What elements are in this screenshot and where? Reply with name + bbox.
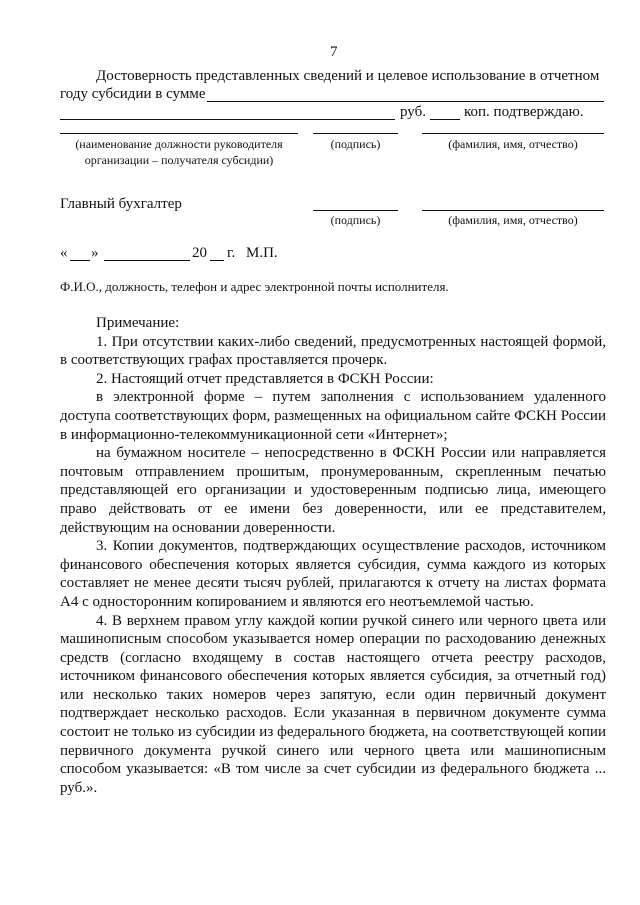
executor-line: Ф.И.О., должность, телефон и адрес электронной почты исполнителя.: [60, 279, 449, 294]
kop-confirm-label: коп. подтверждаю.: [464, 104, 584, 120]
chief-accountant-title: Главный бухгалтер: [60, 196, 182, 212]
stamp-mark: М.П.: [246, 245, 278, 261]
year-field-line[interactable]: [210, 260, 224, 261]
rub-label: руб.: [400, 104, 426, 120]
chief-signature-caption: (подпись): [330, 213, 381, 227]
note-paragraph: в электронной форме – путем заполнения с использованием удаленного доступа соответствующих форм, размещенных на официальном сайте ФСКН России в информационно-телекоммуникационной сети «Интернет»;: [60, 389, 606, 443]
notes-heading: Примечание:: [96, 315, 180, 331]
amount-field-line[interactable]: [207, 101, 604, 102]
notes-section: [60, 314, 606, 797]
name-caption: (фамилия, имя, отчество): [448, 137, 578, 151]
signature-caption: (подпись): [330, 137, 381, 151]
kop-field-line[interactable]: [430, 119, 460, 120]
signature-line[interactable]: [313, 133, 398, 134]
note-paragraph: 1. При отсутствии каких-либо сведений, предусмотренных настоящей формой, в соответствующих графах проставляется прочерк.: [60, 333, 606, 369]
date-close-quote: »: [91, 245, 99, 261]
year-suffix: г.: [227, 245, 236, 261]
chief-signature-line[interactable]: [313, 210, 398, 211]
chief-name-line[interactable]: [422, 210, 604, 211]
note-paragraph: 3. Копии документов, подтверждающих осуществление расходов, источником финансового обеспечения которых является субсидия, сумма каждого из которых составляет не менее десяти тысяч рублей, прилагаются к отчету на листах формата А4 с односторонним копированием и являются его неотъемлемой частью.: [60, 538, 606, 610]
position-caption-2: организации – получателя субсидии): [84, 153, 274, 167]
statement-line-1: Достоверность представленных сведений и целевое использование в отчетном: [96, 68, 600, 84]
name-line[interactable]: [422, 133, 604, 134]
date-open-quote: «: [60, 245, 68, 261]
chief-name-caption: (фамилия, имя, отчество): [448, 213, 578, 227]
position-caption-1: (наименование должности руководителя: [75, 137, 283, 151]
amount-words-line[interactable]: [60, 119, 395, 120]
position-line[interactable]: [60, 133, 298, 134]
day-field-line[interactable]: [70, 260, 90, 261]
month-field-line[interactable]: [104, 260, 190, 261]
note-paragraph: 4. В верхнем правом углу каждой копии ручкой синего или черного цвета или машинописным способом указывается номер операции по расходованию денежных средств (согласно входящему в состав настоящего отчета реестру расходов, источником финансового обеспечения которых является субсидия, за отчетный год) или несколько таких номеров через запятую, если один первичный документ подтверждает несколько расходов. Если указанная в первичном документе сумма состоит не только из субсидии из федерального бюджета, на соответствующей копии первичного документа ручкой синего или черного цвета или машинописным способом указывается: «В том числе за счет субсидии из федерального бюджета ... руб.».: [60, 612, 606, 796]
note-paragraph: на бумажном носителе – непосредственно в ФСКН России или направляется почтовым отправлением прошитым, пронумерованным, скрепленным печатью представляющей его организации и удостоверенным подписью лица, имеющего право действовать от ее имени без доверенности, или ее представителем, действующим на основании доверенности.: [60, 445, 606, 536]
page-number: 7: [330, 44, 338, 60]
statement-line-2: году субсидии в сумме: [60, 86, 206, 102]
note-paragraph: 2. Настоящий отчет представляется в ФСКН России:: [96, 370, 434, 387]
year-prefix: 20: [192, 245, 207, 261]
